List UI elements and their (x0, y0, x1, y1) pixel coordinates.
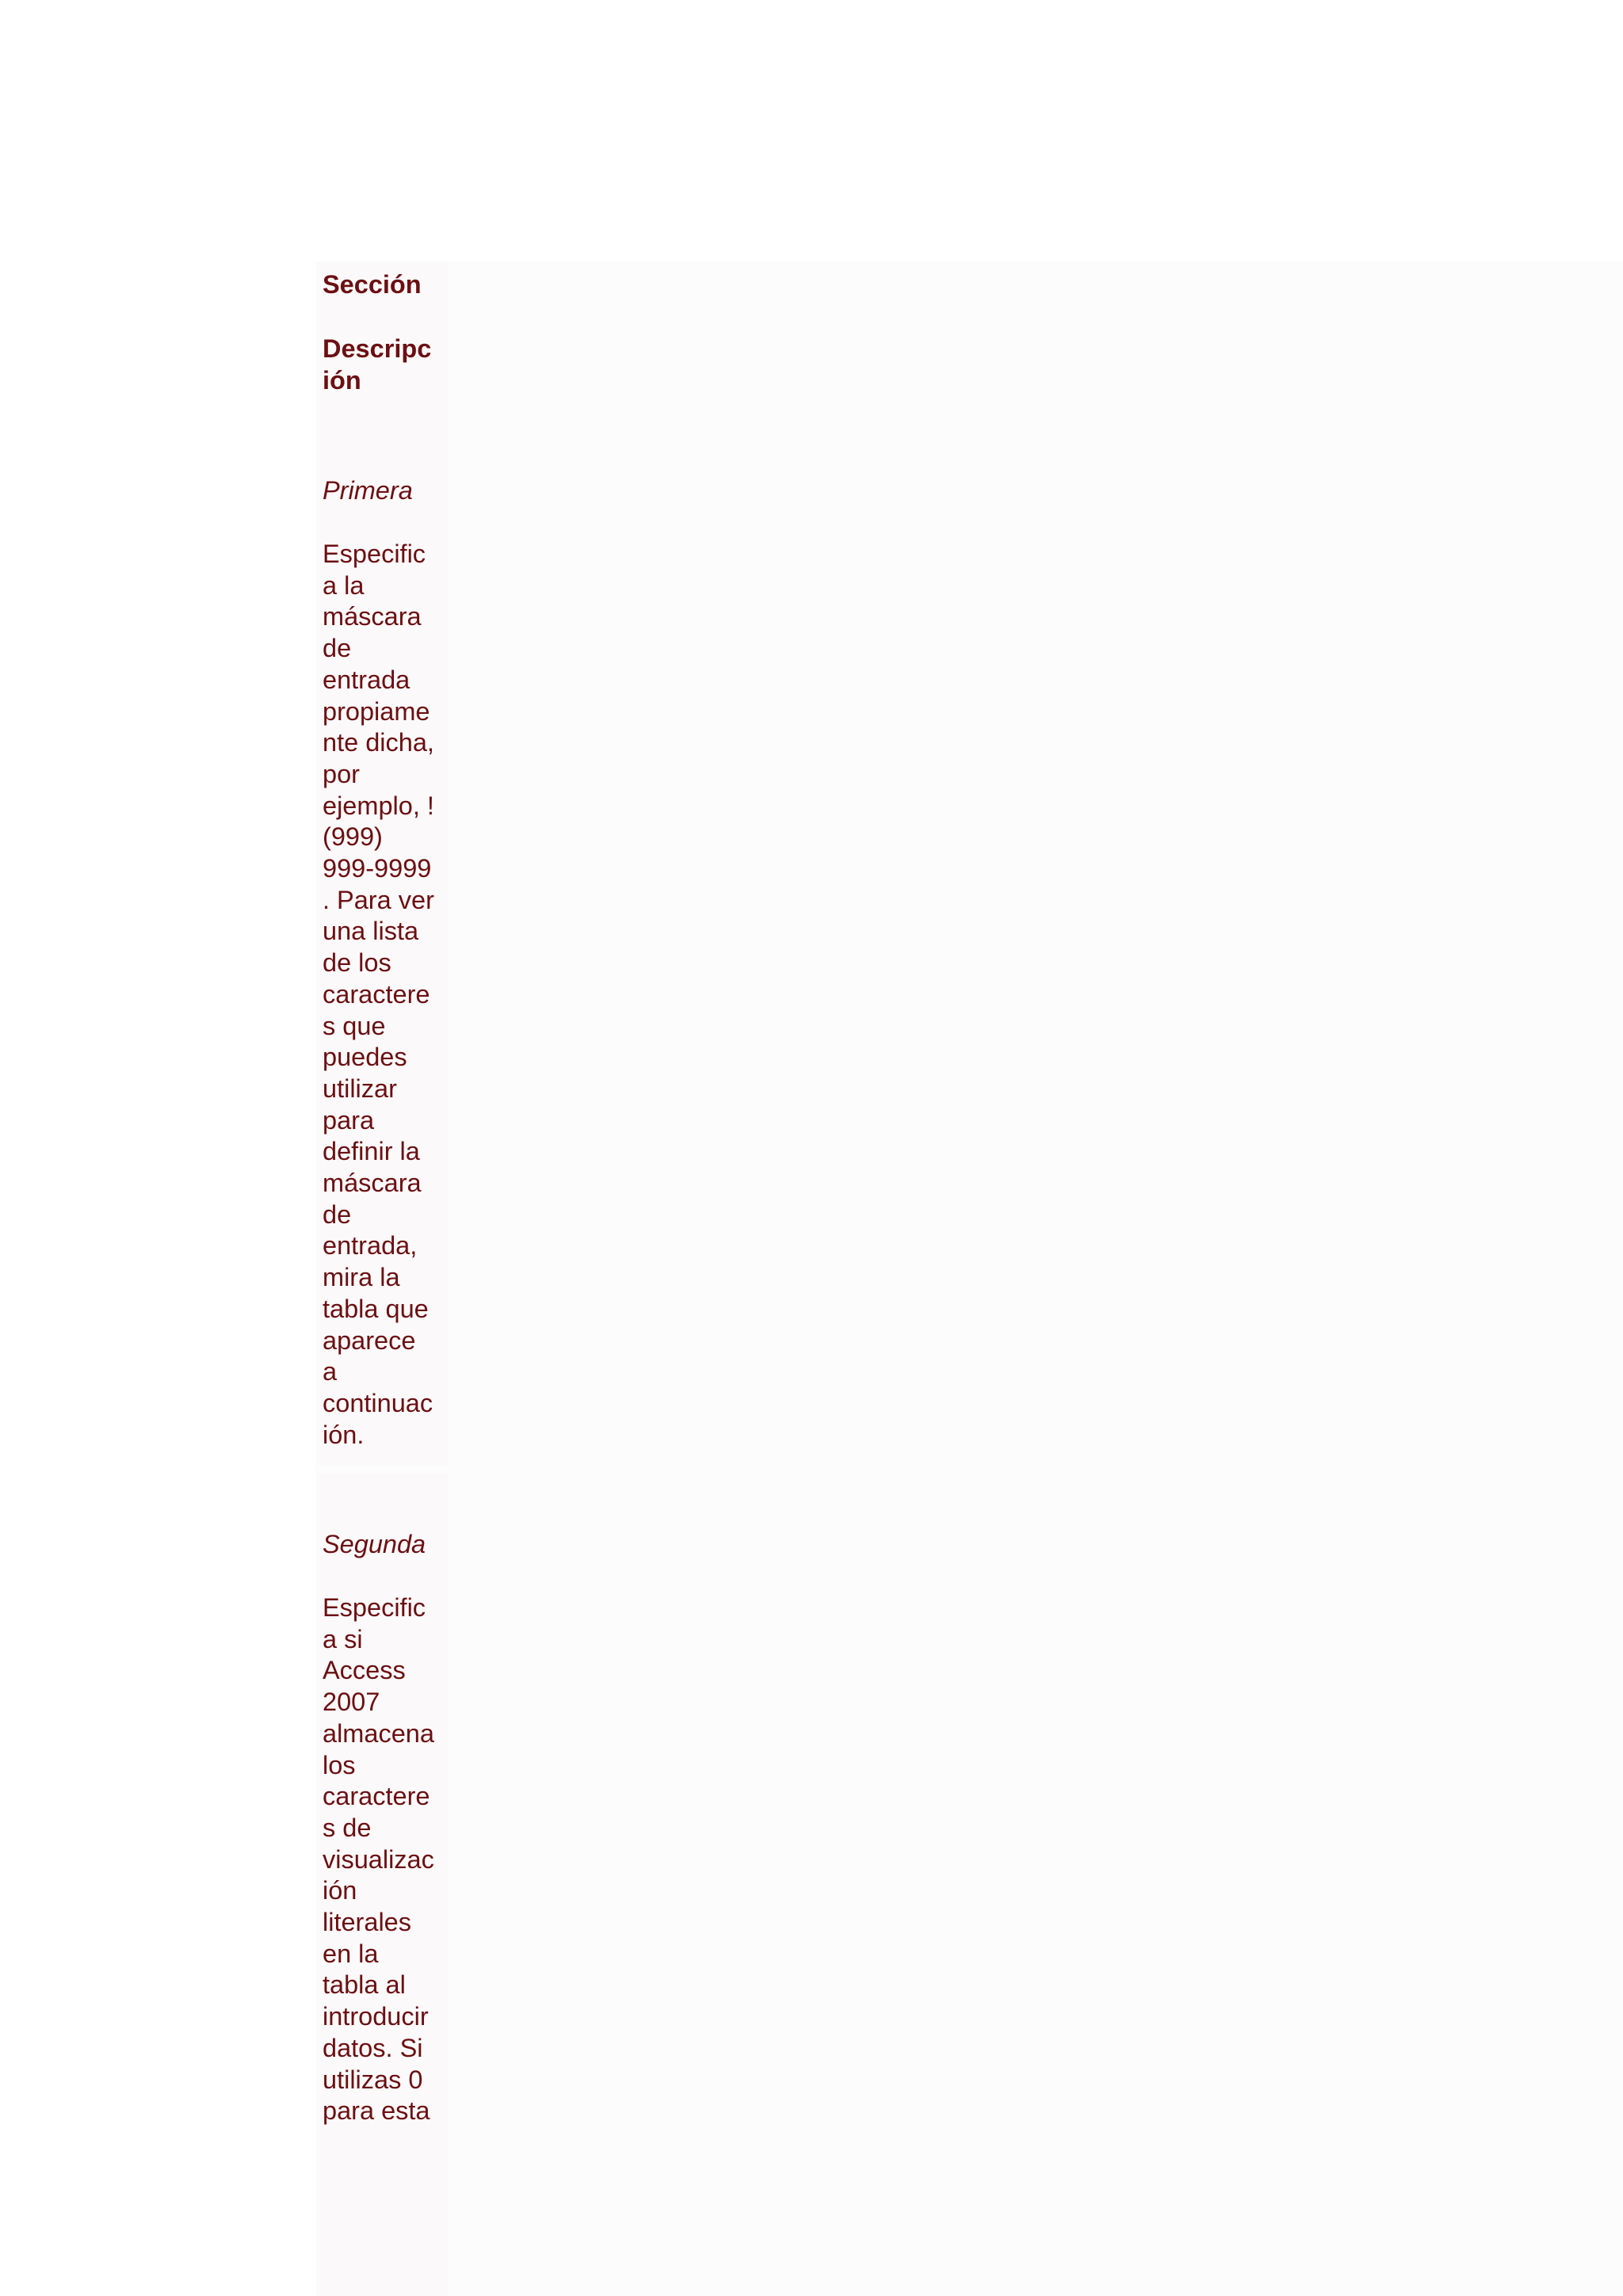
header-section: Sección (323, 270, 422, 299)
row-2-section: Segunda (323, 1530, 426, 1558)
row-1-section: Primera (323, 476, 413, 505)
row-1-description: Especific a la máscara de entrada propiame nte dicha, por ejemplo, ! (999) 999-9999 . Para ver una lista de los caractere s que puedes utilizar para definir la máscara de entrada, mira la tabla que aparece a continuac ión. (323, 540, 434, 1449)
header-description: Descripc ión (323, 334, 432, 395)
row-2-description: Especific a si Access 2007 almacena los caractere s de visualizac ión literales en la tabla al introducir datos. Si utilizas 0 para esta (323, 1593, 434, 2126)
page-background (315, 261, 1623, 2296)
